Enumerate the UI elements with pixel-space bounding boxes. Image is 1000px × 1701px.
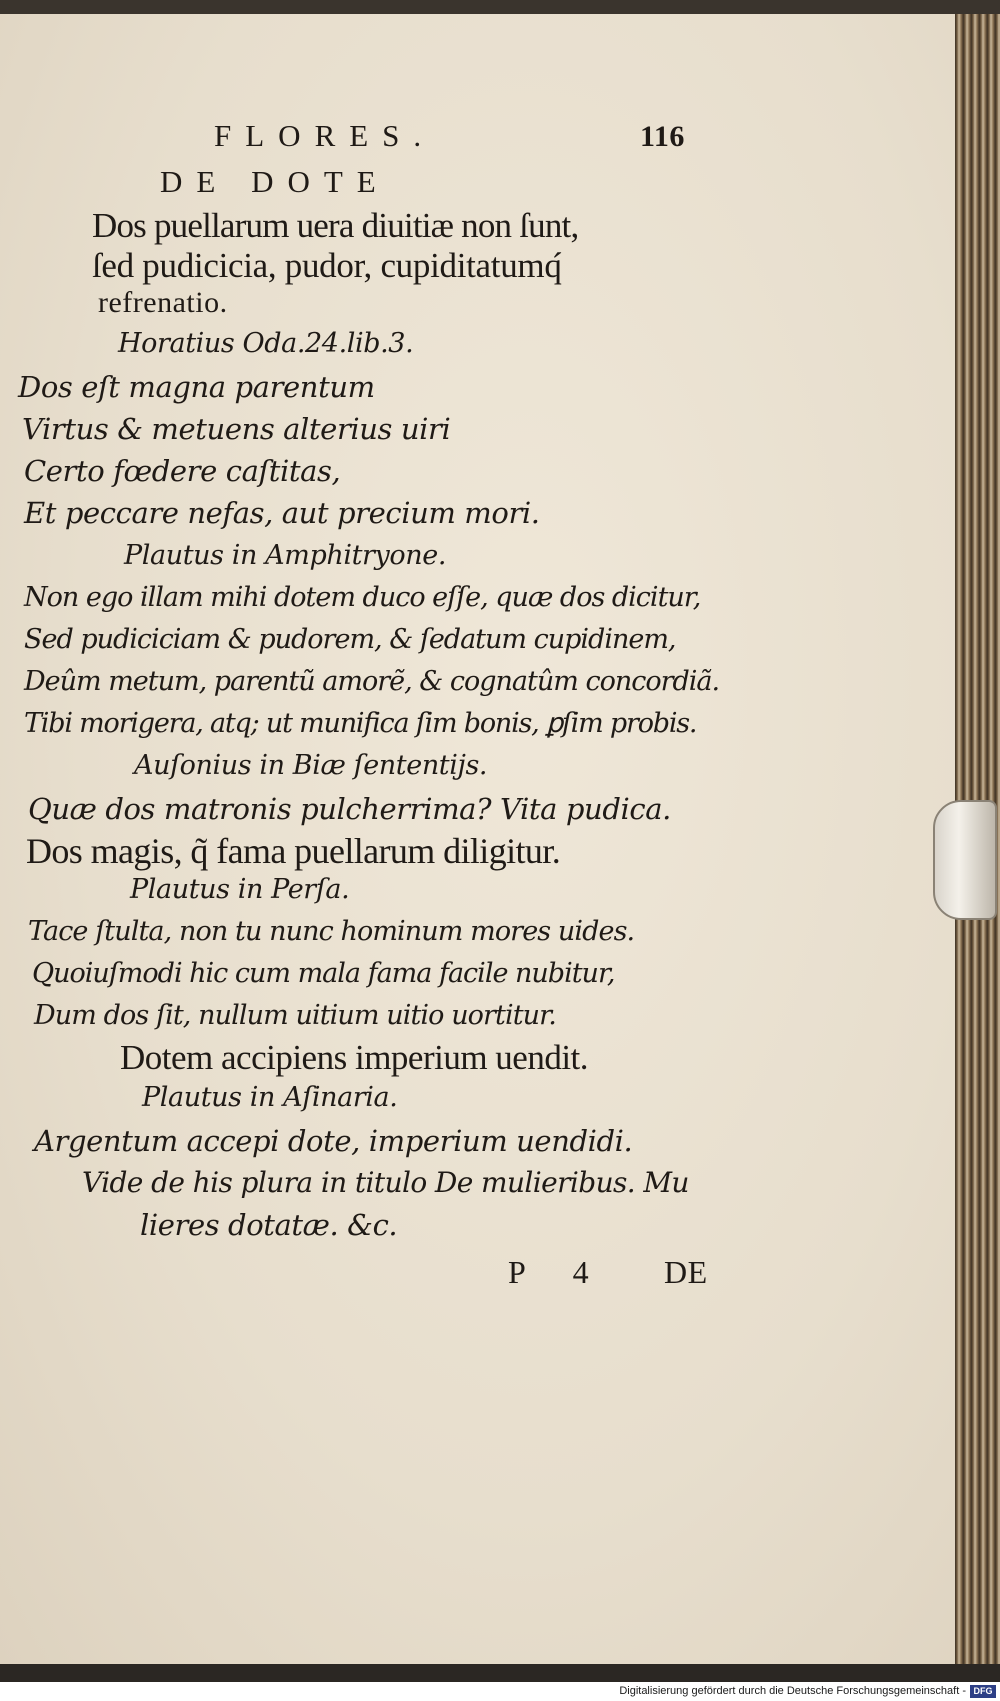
source-citation: Plautus in Aſinaria. [142,1082,398,1113]
verse-line: Virtus & metuens alterius uiri [22,412,451,446]
running-head: FLORES. [214,118,436,153]
verse-line: Vide de his plura in titulo De mulieribus. Mu [82,1166,689,1199]
verse-line: Non ego illam mihi dotem duco eſſe, quæ dos dicitur, [24,582,701,613]
verse-line: Tace ſtulta, non tu nunc hominum mores uides. [28,916,635,947]
page-clip [933,800,997,920]
text-line: Dos magis, q̃ fama puellarum diligitur. [26,831,561,871]
text-line: refrenatio. [98,286,228,319]
verse-line: Tibi morigera, atq; ut munifica ſim bonis, ꝑſim probis. [24,708,697,739]
signature-mark: P 4 [508,1254,609,1290]
verse-line: lieres dotatæ. &c. [140,1208,398,1242]
catchword: DE [664,1254,708,1290]
text-line: Dotem accipiens imperium uendit. [120,1038,589,1077]
source-citation: Horatius Oda.24.lib.3. [118,328,414,359]
dfg-logo: DFG [970,1685,996,1698]
source-citation: Auſonius in Biæ ſententijs. [134,750,488,781]
source-citation: Plautus in Amphitryone. [124,540,446,571]
page-number: 116 [640,120,685,153]
section-title: DE DOTE [160,164,390,199]
footer-credit: Digitalisierung gefördert durch die Deutsche Forschungsgemeinschaft - [619,1685,966,1697]
show-through-text [92,114,107,152]
scan-bottom-border [0,1664,1000,1682]
verse-line: Certo fœdere caſtitas, [24,454,341,488]
verse-line: Quæ dos matronis pulcherrima? Vita pudica. [28,792,671,826]
source-citation: Plautus in Perſa. [130,874,350,905]
verse-line: Dum dos ſit, nullum uitium uitio uortitur. [34,1000,556,1031]
verse-line: Argentum accepi dote, imperium uendidi. [34,1124,633,1158]
digitization-footer [0,1682,1000,1701]
text-line: ſed pudicicia, pudor, cupiditatumq́ [92,246,562,285]
book-page [0,14,958,1664]
verse-line: Sed pudiciciam & pudorem, & ſedatum cupidinem, [24,624,676,655]
verse-line: Et peccare nefas, aut precium mori. [24,496,540,530]
verse-line: Dos eſt magna parentum [18,370,375,404]
text-line: Dos puellarum uera diuitiæ non ſunt, [92,206,579,245]
verse-line: Deûm metum, parentũ amorẽ, & cognatûm concordiã. [24,666,720,697]
verse-line: Quoiuſmodi hic cum mala fama facile nubitur, [32,958,615,989]
